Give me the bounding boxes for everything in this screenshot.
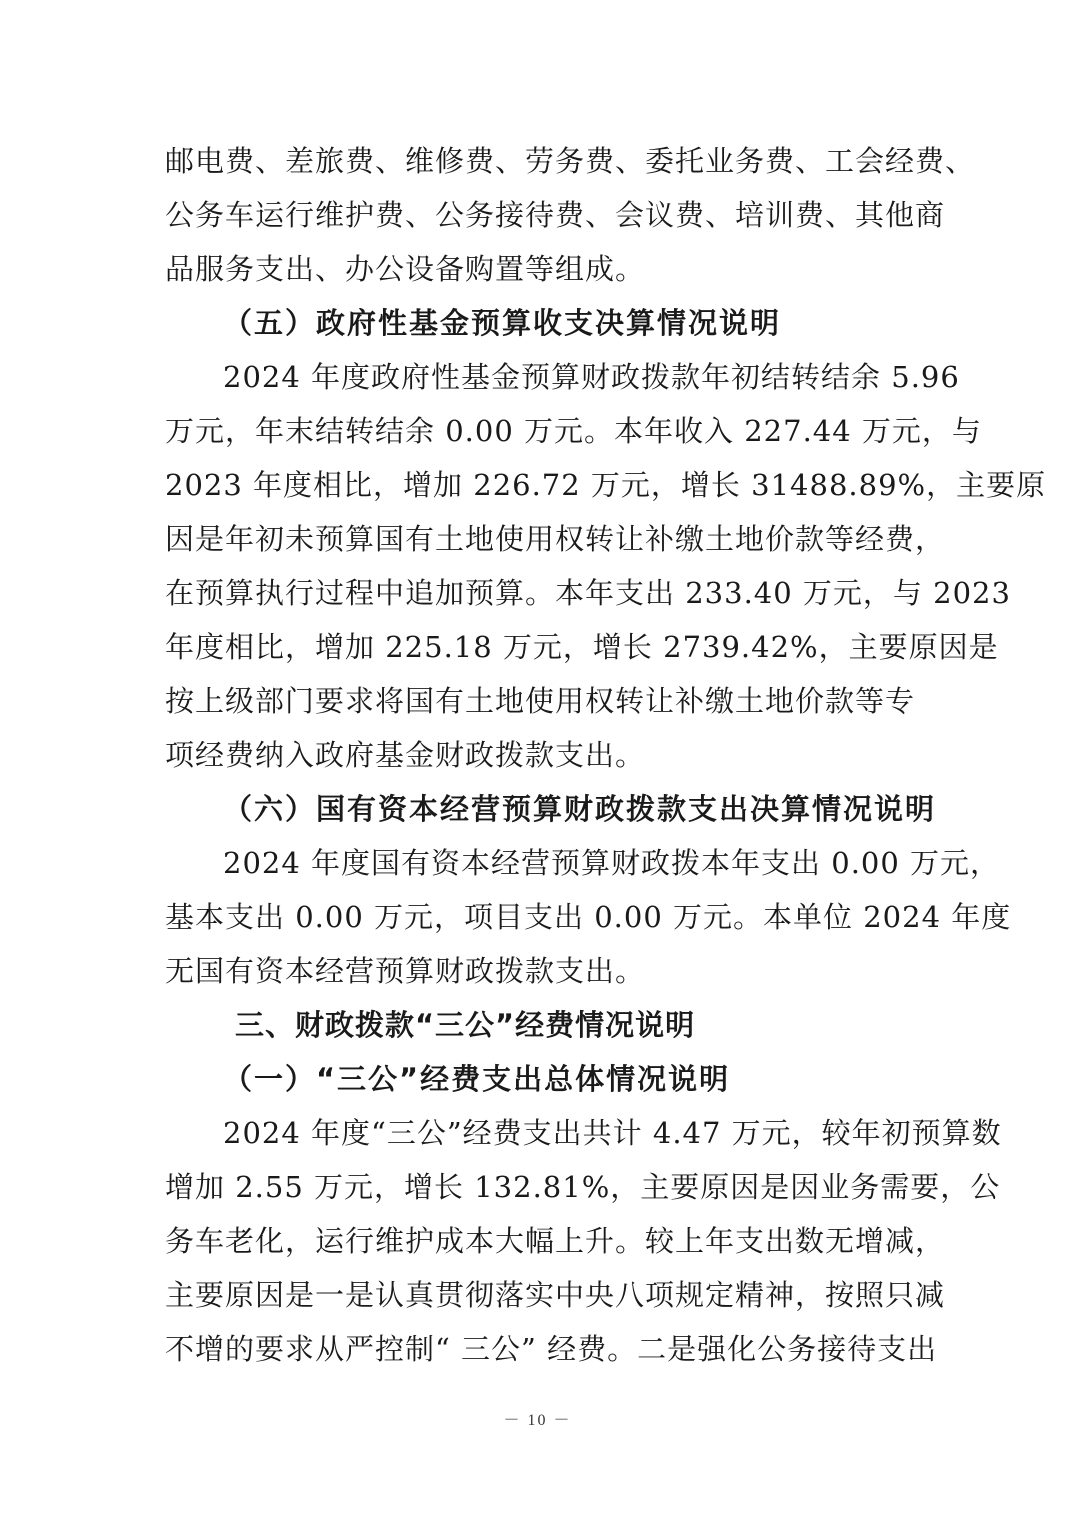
section-heading-3: 三、财政拨款“三公”经费情况说明 [235, 1008, 696, 1042]
body-text-line: 基本支出 0.00 万元，项目支出 0.00 万元。本单位 2024 年度 [165, 900, 1012, 934]
body-text-line: 2024 年度“三公”经费支出共计 4.47 万元，较年初预算数 [223, 1116, 1002, 1150]
subsection-heading-5: （五）政府性基金预算收支决算情况说明 [223, 306, 782, 340]
body-text-line: 2023 年度相比，增加 226.72 万元，增长 31488.89%，主要原 [165, 468, 1047, 502]
subsection-heading-6: （六）国有资本经营预算财政拨款支出决算情况说明 [223, 792, 937, 826]
body-text-line: 因是年初未预算国有土地使用权转让补缴土地价款等经费， [165, 522, 946, 556]
body-text-line: 务车老化，运行维护成本大幅上升。较上年支出数无增减， [165, 1224, 946, 1258]
body-text-line: 2024 年度国有资本经营预算财政拨本年支出 0.00 万元， [223, 846, 1001, 880]
body-text-line: 在预算执行过程中追加预算。本年支出 233.40 万元，与 2023 [165, 576, 1011, 610]
document-page [165, 134, 1047, 1376]
body-text-line: 按上级部门要求将国有土地使用权转让补缴土地价款等专 [165, 684, 916, 718]
body-text-line: 2024 年度政府性基金预算财政拨款年初结转结余 5.96 [223, 360, 960, 394]
subsection-heading-3-1: （一）“三公”经费支出总体情况说明 [223, 1062, 731, 1096]
body-text-line: 公务车运行维护费、公务接待费、会议费、培训费、其他商 [165, 198, 946, 232]
page-number: － 10 － [503, 1412, 572, 1429]
body-text-line: 品服务支出、办公设备购置等组成。 [165, 252, 646, 286]
body-text-line: 项经费纳入政府基金财政拨款支出。 [165, 738, 646, 772]
body-text-line: 增加 2.55 万元，增长 132.81%，主要原因是因业务需要，公 [165, 1170, 1001, 1204]
body-text-line: 万元，年末结转结余 0.00 万元。本年收入 227.44 万元，与 [165, 414, 982, 448]
body-text-line: 不增的要求从严控制“ 三公” 经费。二是强化公务接待支出 [165, 1332, 938, 1366]
body-text-line: 主要原因是一是认真贯彻落实中央八项规定精神，按照只减 [165, 1278, 946, 1312]
body-text-line: 无国有资本经营预算财政拨款支出。 [165, 954, 646, 988]
body-text-line: 邮电费、差旅费、维修费、劳务费、委托业务费、工会经费、 [165, 144, 976, 178]
body-text-line: 年度相比，增加 225.18 万元，增长 2739.42%，主要原因是 [165, 630, 999, 664]
